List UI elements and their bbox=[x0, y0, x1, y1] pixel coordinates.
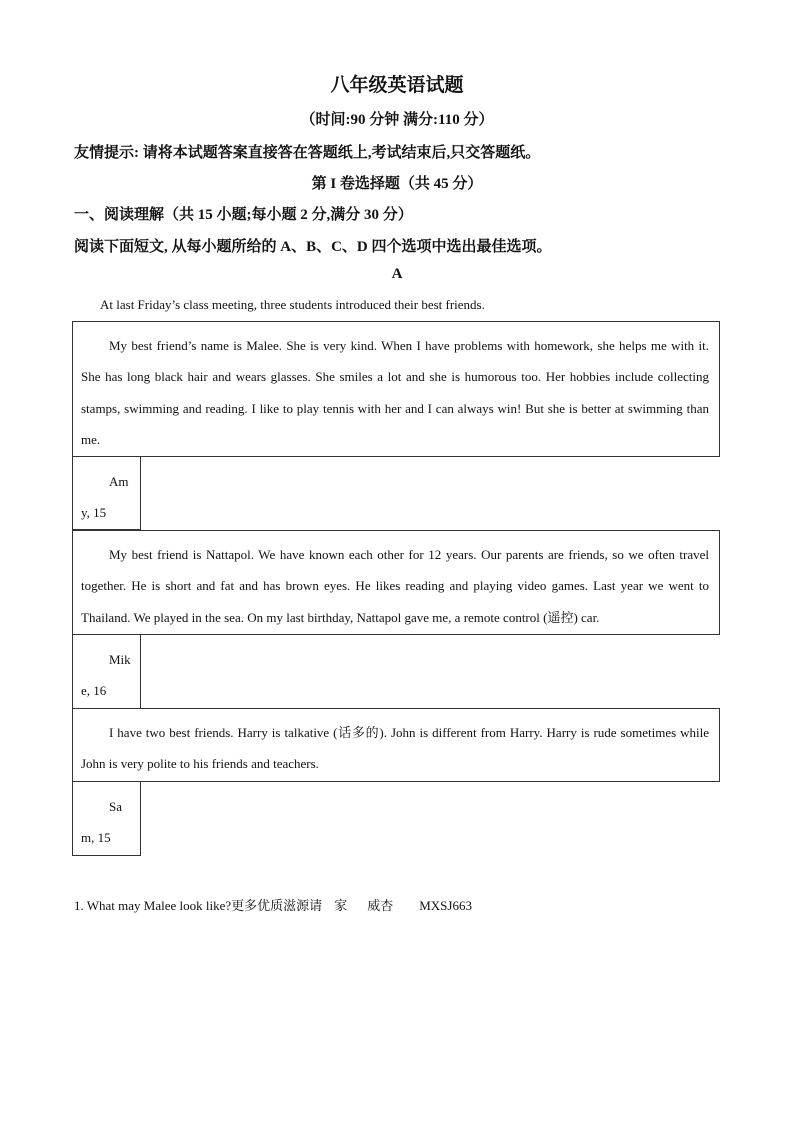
signature-text: Amy, 15 bbox=[81, 474, 129, 520]
signature-text: Mike, 16 bbox=[81, 652, 131, 698]
signature-text: Sam, 15 bbox=[81, 799, 122, 845]
question-text: 1. What may Malee look like? bbox=[74, 898, 232, 913]
section-heading: 一、阅读理解（共 15 小题;每小题 2 分,满分 30 分） bbox=[74, 207, 413, 223]
friend-entry-text: I have two best friends. Harry is talkative (话多的). John is different from Harry. Harry is rude sometimes while John is very polite to his friends and teachers. bbox=[81, 725, 709, 772]
friend-entry-box bbox=[72, 708, 720, 782]
question-trailing-text: 更多优质滋源请 bbox=[231, 898, 323, 913]
question-trailing-text: MXSJ663 bbox=[419, 898, 472, 913]
question-trailing-text: 威杏 bbox=[367, 898, 394, 913]
passage-label: A bbox=[391, 266, 403, 282]
passage-intro: At last Friday’s class meeting, three students introduced their best friends. bbox=[100, 297, 485, 312]
volume-heading: 第 I 卷选择题（共 45 分） bbox=[311, 176, 483, 192]
friend-entry-text: My best friend is Nattapol. We have known each other for 12 years. Our parents are friends, so we often travel together. He is short and fat and has brown eyes. He likes reading and playing video games. Last year we went to Thailand. We played in the sea. On my last birthday, Nattapol gave me, a remote control (遥控) car. bbox=[81, 547, 709, 625]
friend-entry-box bbox=[72, 530, 720, 635]
signature-cell bbox=[72, 456, 141, 530]
question-item bbox=[74, 895, 472, 914]
signature-cell bbox=[72, 781, 141, 856]
exam-title: 八年级英语试题 bbox=[330, 75, 464, 96]
question-trailing-text: 家 bbox=[334, 898, 348, 913]
section-instruction: 阅读下面短文, 从每小题所给的 A、B、C、D 四个选项中选出最佳选项。 bbox=[74, 239, 552, 255]
friend-entry-text: My best friend’s name is Malee. She is very kind. When I have problems with homework, she helps me with it. She has long black hair and wears glasses. She smiles a lot and she is humorous too. Her hobbies include collecting stamps, swimming and reading. I like to play tennis with her and I can always win! But she is better at swimming than me. bbox=[81, 338, 709, 447]
exam-time-info: （时间:90 分钟 满分:110 分） bbox=[300, 112, 494, 128]
signature-cell bbox=[72, 634, 141, 709]
friendly-tip: 友情提示: 请将本试题答案直接答在答题纸上,考试结束后,只交答题纸。 bbox=[74, 145, 541, 161]
friend-entry-box bbox=[72, 321, 720, 457]
